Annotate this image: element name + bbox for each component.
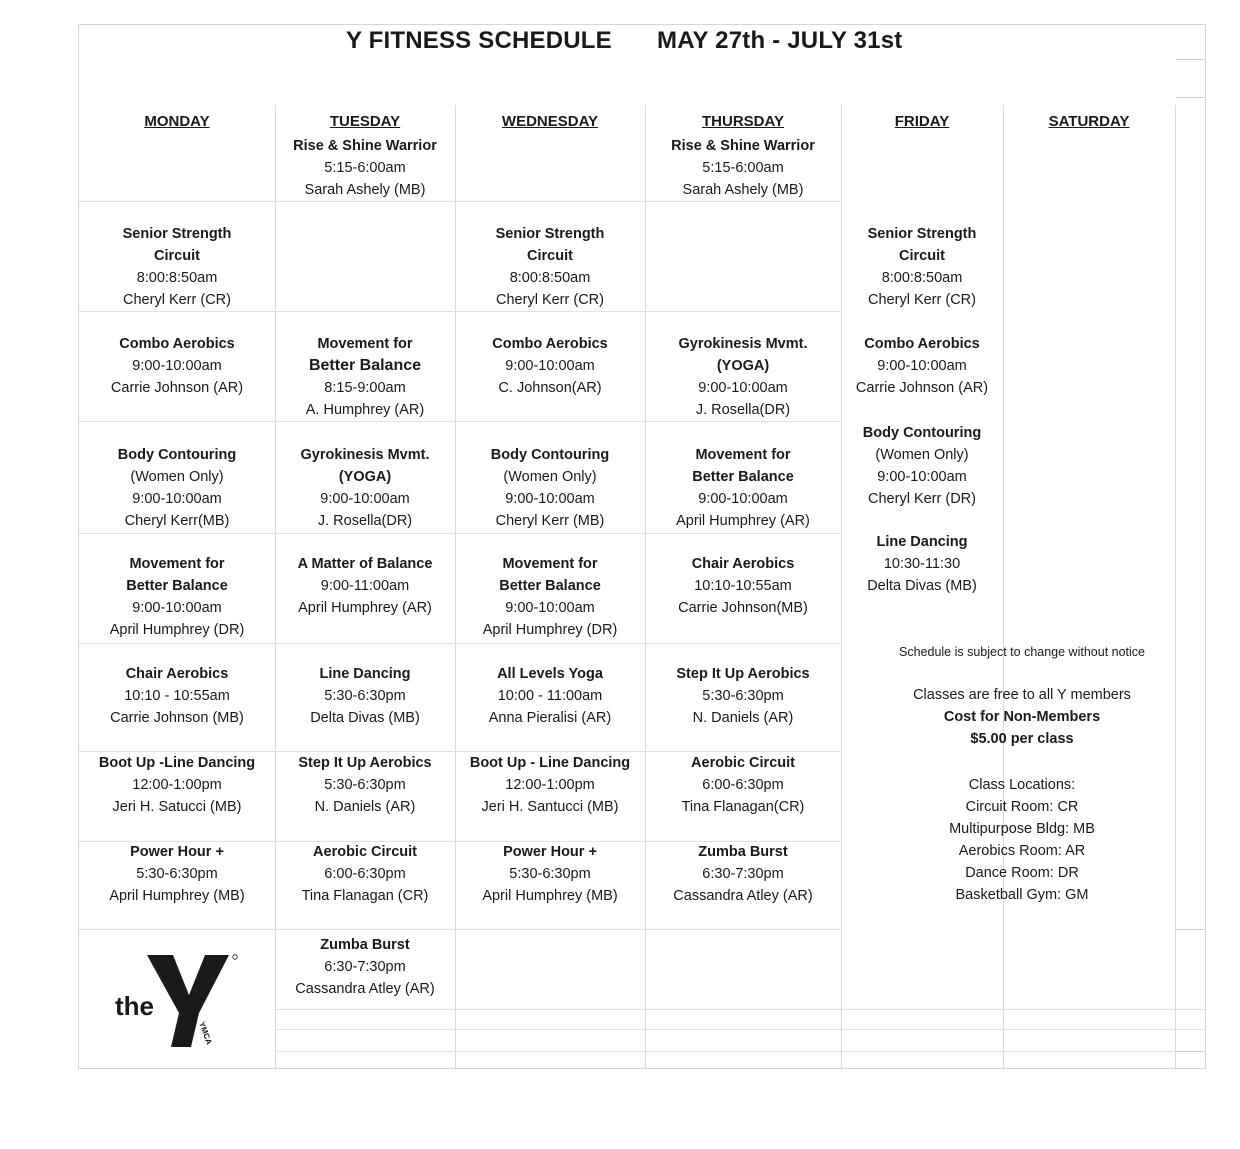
day-header-tuesday: TUESDAY	[329, 113, 401, 130]
location-item: Basketball Gym: GM	[955, 887, 1089, 903]
logo-word: the	[115, 991, 154, 1021]
locations-title: Class Locations:	[968, 777, 1076, 793]
class-title: Movement for	[317, 336, 413, 352]
class-detail: Better Balance	[499, 578, 601, 594]
grid-row-line	[275, 1009, 1206, 1010]
ymca-logo	[99, 943, 249, 1053]
class-detail: C. Johnson(AR)	[498, 380, 602, 396]
grid-column-line	[1175, 105, 1176, 1069]
class-title: Movement for	[129, 556, 225, 572]
class-title: Step It Up Aerobics	[298, 755, 432, 771]
class-detail: (YOGA)	[716, 358, 770, 374]
class-title: Chair Aerobics	[125, 666, 229, 682]
class-title: Combo Aerobics	[492, 336, 608, 352]
day-header-thursday: THURSDAY	[702, 113, 784, 130]
class-detail: Better Balance	[692, 469, 794, 485]
class-title: Movement for	[695, 447, 791, 463]
class-title: Zumba Burst	[698, 844, 788, 860]
location-item: Circuit Room: CR	[965, 799, 1079, 815]
class-title: Gyrokinesis Mvmt.	[678, 336, 808, 352]
free-classes-note: Classes are free to all Y members	[913, 687, 1131, 703]
class-detail: 9:00-10:00am	[698, 380, 788, 396]
class-detail: 6:00-6:30pm	[702, 777, 784, 793]
class-detail: 9:00-10:00am	[132, 491, 222, 507]
class-detail: 6:30-7:30pm	[702, 866, 784, 882]
grid-row-line	[1176, 929, 1206, 930]
class-detail: Carrie Johnson (AR)	[855, 380, 989, 396]
class-detail: 5:30-6:30pm	[509, 866, 591, 882]
class-detail: N. Daniels (AR)	[314, 799, 416, 815]
class-detail: 9:00-10:00am	[505, 358, 595, 374]
ymca-logo-mark	[99, 943, 249, 1053]
day-header-friday: FRIDAY	[894, 113, 950, 130]
class-detail: Delta Divas (MB)	[310, 710, 420, 726]
class-title: Body Contouring	[862, 425, 982, 441]
class-detail: Better Balance	[308, 357, 422, 374]
class-detail: Carrie Johnson(MB)	[678, 600, 808, 616]
class-detail: 5:30-6:30pm	[136, 866, 218, 882]
class-detail: (YOGA)	[338, 469, 392, 485]
class-detail: 10:10 - 10:55am	[124, 688, 230, 704]
logo-mark-text: YMCA	[197, 1020, 214, 1046]
class-title: Senior Strength	[495, 226, 605, 242]
class-detail: Jeri H. Satucci (MB)	[112, 799, 242, 815]
class-detail: Cassandra Atley (AR)	[673, 888, 813, 904]
class-title: Aerobic Circuit	[313, 844, 417, 860]
class-detail: Anna Pieralisi (AR)	[488, 710, 612, 726]
location-item: Aerobics Room: AR	[958, 843, 1086, 859]
class-title: Rise & Shine Warrior	[671, 138, 815, 154]
class-detail: Sarah Ashely (MB)	[304, 182, 426, 198]
class-title: Rise & Shine Warrior	[293, 138, 437, 154]
class-detail: Cheryl Kerr (CR)	[496, 292, 604, 308]
schedule-title: Y FITNESS SCHEDULE	[346, 27, 612, 54]
cost-label: Cost for Non-Members	[943, 709, 1101, 725]
class-detail: 10:30-11:30	[883, 556, 961, 572]
class-detail: April Humphrey (AR)	[676, 513, 810, 529]
grid-row-line	[1176, 59, 1206, 60]
class-title: Line Dancing	[876, 534, 968, 550]
grid-row-line	[79, 311, 841, 312]
class-title: Movement for	[502, 556, 598, 572]
class-detail: 8:00:8:50am	[509, 270, 591, 286]
class-detail: Jeri H. Santucci (MB)	[481, 799, 619, 815]
class-detail: A. Humphrey (AR)	[305, 402, 425, 418]
class-detail: Cheryl Kerr (CR)	[868, 292, 976, 308]
grid-column-line	[1003, 105, 1004, 1069]
class-detail: (Women Only)	[503, 469, 597, 485]
grid-row-line	[79, 929, 841, 930]
spreadsheet-grid	[79, 25, 1206, 1069]
grid-row-line	[1176, 1051, 1206, 1052]
class-detail: 9:00-10:00am	[698, 491, 788, 507]
class-detail: Better Balance	[126, 578, 228, 594]
class-detail: 8:00:8:50am	[136, 270, 218, 286]
class-title: Step It Up Aerobics	[676, 666, 810, 682]
grid-row-line	[1176, 97, 1206, 98]
class-detail: (Women Only)	[130, 469, 224, 485]
class-detail: N. Daniels (AR)	[692, 710, 794, 726]
class-detail: 5:15-6:00am	[702, 160, 784, 176]
class-detail: April Humphrey (MB)	[482, 888, 618, 904]
class-detail: Cheryl Kerr (MB)	[495, 513, 605, 529]
class-detail: April Humphrey (DR)	[482, 622, 618, 638]
class-detail: Tina Flanagan (CR)	[301, 888, 429, 904]
day-header-saturday: SATURDAY	[1048, 113, 1130, 130]
class-detail: 9:00-11:00am	[320, 578, 410, 594]
class-title: Line Dancing	[319, 666, 411, 682]
class-detail: 9:00-10:00am	[877, 469, 967, 485]
class-detail: Cheryl Kerr(MB)	[124, 513, 230, 529]
schedule-sheet	[78, 24, 1206, 1069]
class-title: Boot Up -Line Dancing	[98, 755, 256, 771]
class-title: Power Hour +	[503, 844, 597, 860]
class-detail: 9:00-10:00am	[132, 358, 222, 374]
class-detail: J. Rosella(DR)	[695, 402, 791, 418]
class-title: Combo Aerobics	[119, 336, 235, 352]
class-detail: 10:00 - 11:00am	[497, 688, 603, 704]
class-detail: Sarah Ashely (MB)	[682, 182, 804, 198]
class-detail: Circuit	[899, 248, 945, 264]
class-detail: 12:00-1:00pm	[505, 777, 595, 793]
schedule-dates: MAY 27th - JULY 31st	[657, 27, 903, 54]
grid-row-line	[275, 1051, 1206, 1052]
class-detail: Cassandra Atley (AR)	[295, 981, 435, 997]
class-detail: Circuit	[527, 248, 573, 264]
class-title: Power Hour +	[130, 844, 224, 860]
location-item: Multipurpose Bldg: MB	[949, 821, 1095, 837]
class-detail: 5:30-6:30pm	[702, 688, 784, 704]
grid-row-line	[275, 1029, 1206, 1030]
grid-row-line	[79, 643, 841, 644]
class-detail: 5:15-6:00am	[324, 160, 406, 176]
class-detail: 12:00-1:00pm	[132, 777, 222, 793]
class-detail: 8:00:8:50am	[881, 270, 963, 286]
class-detail: J. Rosella(DR)	[317, 513, 413, 529]
class-detail: Delta Divas (MB)	[867, 578, 977, 594]
class-detail: 9:00-10:00am	[320, 491, 410, 507]
class-detail: April Humphrey (MB)	[109, 888, 245, 904]
class-title: Zumba Burst	[320, 937, 410, 953]
grid-row-line	[79, 533, 841, 534]
class-title: All Levels Yoga	[497, 666, 603, 682]
class-title: Chair Aerobics	[691, 556, 795, 572]
class-detail: Cheryl Kerr (DR)	[868, 491, 976, 507]
class-title: Boot Up - Line Dancing	[469, 755, 631, 771]
class-detail: 9:00-10:00am	[132, 600, 222, 616]
class-title: Combo Aerobics	[864, 336, 980, 352]
class-detail: April Humphrey (DR)	[109, 622, 245, 638]
class-title: Gyrokinesis Mvmt.	[300, 447, 430, 463]
class-detail: 9:00-10:00am	[877, 358, 967, 374]
class-title: Body Contouring	[117, 447, 237, 463]
cost-value: $5.00 per class	[970, 731, 1074, 747]
class-detail: 8:15-9:00am	[324, 380, 406, 396]
grid-row-line	[79, 421, 841, 422]
class-detail: (Women Only)	[875, 447, 969, 463]
class-detail: 9:00-10:00am	[505, 600, 595, 616]
class-detail: Carrie Johnson (MB)	[110, 710, 244, 726]
class-detail: 10:10-10:55am	[694, 578, 792, 594]
class-detail: 5:30-6:30pm	[324, 777, 406, 793]
class-title: A Matter of Balance	[297, 556, 433, 572]
class-title: Aerobic Circuit	[691, 755, 795, 771]
class-detail: Cheryl Kerr (CR)	[123, 292, 231, 308]
class-detail: Circuit	[154, 248, 200, 264]
class-detail: 5:30-6:30pm	[324, 688, 406, 704]
grid-row-line	[79, 201, 841, 202]
class-title: Senior Strength	[867, 226, 977, 242]
class-detail: 6:30-7:30pm	[324, 959, 406, 975]
day-header-wednesday: WEDNESDAY	[501, 113, 599, 130]
day-header-monday: MONDAY	[144, 113, 210, 130]
class-detail: Tina Flanagan(CR)	[681, 799, 805, 815]
class-detail: April Humphrey (AR)	[298, 600, 432, 616]
class-title: Senior Strength	[122, 226, 232, 242]
class-detail: Carrie Johnson (AR)	[110, 380, 244, 396]
location-item: Dance Room: DR	[965, 865, 1079, 881]
class-detail: 9:00-10:00am	[505, 491, 595, 507]
class-detail: 6:00-6:30pm	[324, 866, 406, 882]
class-title: Body Contouring	[490, 447, 610, 463]
change-notice: Schedule is subject to change without notice	[899, 645, 1145, 659]
